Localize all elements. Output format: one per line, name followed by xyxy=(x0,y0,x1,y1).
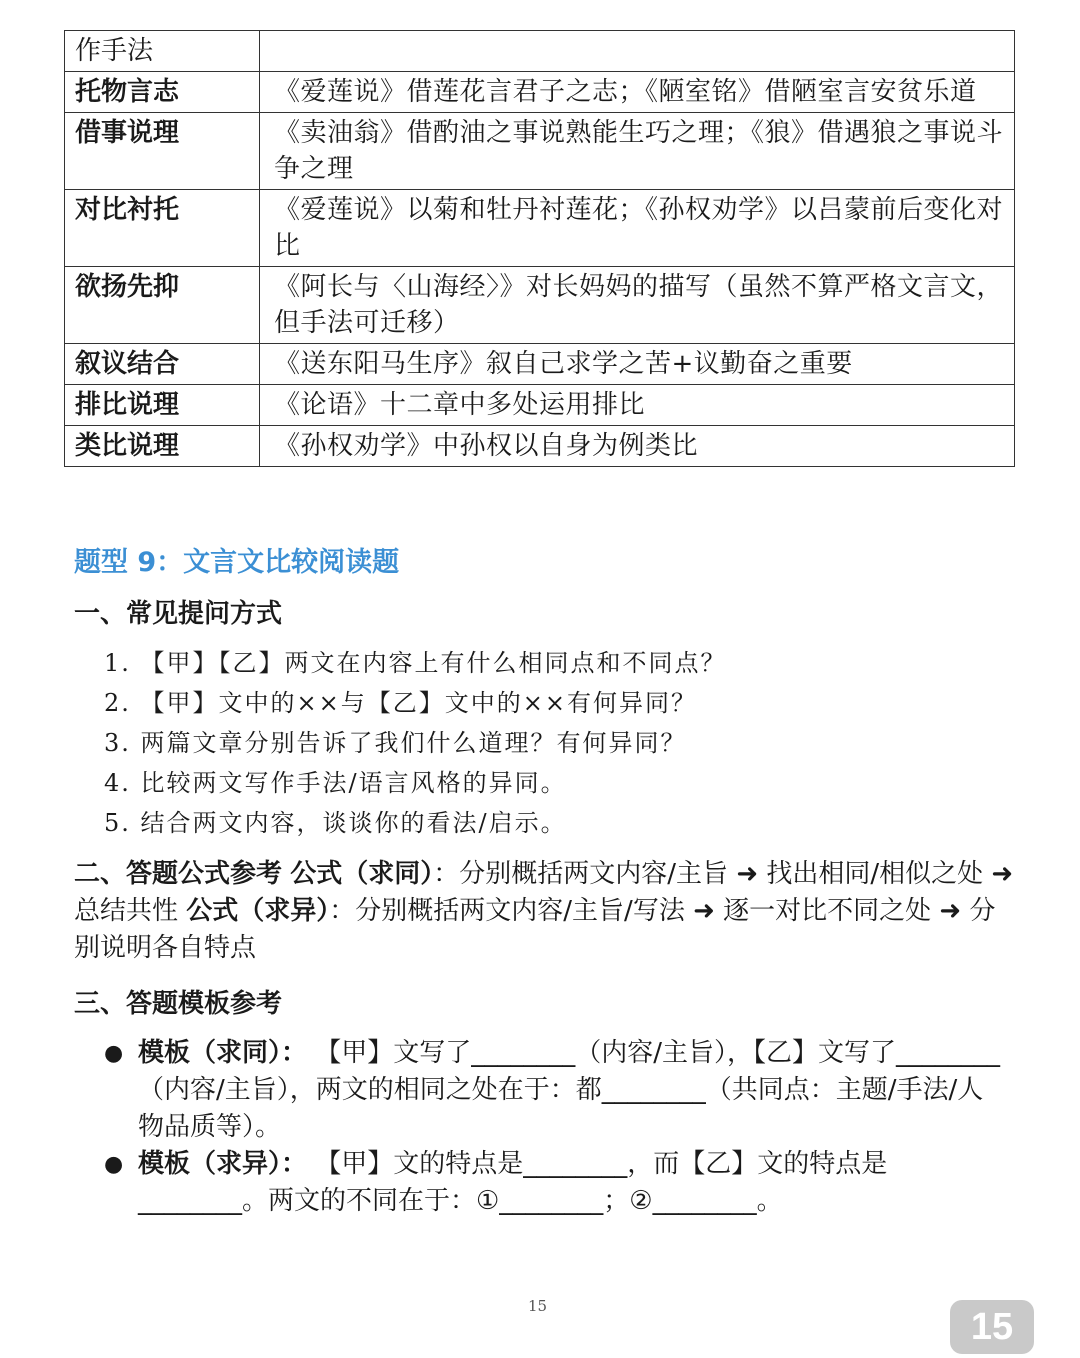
formula-paragraph xyxy=(74,856,1014,967)
list-item xyxy=(104,1035,1009,1146)
table-row xyxy=(65,113,1015,190)
template-text: 【甲】文的特点是________，而【乙】文的特点是________。两文的不同在于：①________；②________。 xyxy=(138,1149,888,1216)
part1-heading: 一、常见提问方式 xyxy=(74,599,283,629)
table-row xyxy=(65,426,1015,467)
template-list xyxy=(104,1035,1009,1220)
table-term: 类比说理 xyxy=(65,426,260,467)
part2-heading: 二、答题公式参考 xyxy=(74,859,283,889)
list-item: 3. 两篇文章分别告诉了我们什么道理？有何异同？ xyxy=(104,729,687,757)
list-item xyxy=(104,1146,1009,1220)
page-badge: 15 xyxy=(950,1300,1034,1354)
table-example: 《卖油翁》借酌油之事说熟能生巧之理；《狼》借遇狼之事说斗争之理 xyxy=(260,113,1015,190)
list-item: 4. 比较两文写作手法/语言风格的异同。 xyxy=(104,769,567,797)
part3-heading: 三、答题模板参考 xyxy=(74,989,283,1019)
table-term: 排比说理 xyxy=(65,385,260,426)
formula-same-text: ：分别概括两文内容/主旨 ➜ 找出相同/相似之处 ➜ 总结共性 xyxy=(74,859,1014,926)
table-term: 借事说理 xyxy=(65,113,260,190)
table-example: 《送东阳马生序》叙自己求学之苦+议勤奋之重要 xyxy=(260,344,1015,385)
table-example: 《爱莲说》以菊和牡丹衬莲花；《孙权劝学》以吕蒙前后变化对比 xyxy=(260,190,1015,267)
table-row xyxy=(65,72,1015,113)
formula-diff-text: ：分别概括两文内容/主旨/写法 ➜ 逐一对比不同之处 ➜ 分别说明各自特点 xyxy=(74,896,996,963)
template-text: 【甲】文写了________（内容/主旨），【乙】文写了________（内容/主旨），两文的相同之处在于：都________（共同点：主题/手法/人物品质等）。 xyxy=(138,1038,1001,1142)
formula-same-label: 公式（求同） xyxy=(290,859,434,889)
question-list xyxy=(104,645,727,845)
table-example xyxy=(260,31,1015,72)
table-row xyxy=(65,267,1015,344)
list-item: 1. 【甲】【乙】两文在内容上有什么相同点和不同点？ xyxy=(104,649,727,677)
table-term: 对比衬托 xyxy=(65,190,260,267)
table-row xyxy=(65,385,1015,426)
table-row xyxy=(65,190,1015,267)
list-item: 5. 结合两文内容，谈谈你的看法/启示。 xyxy=(104,809,567,837)
section-title: 题型 9：文言文比较阅读题 xyxy=(74,547,400,578)
table-row xyxy=(65,344,1015,385)
template-label: 模板（求异）： xyxy=(138,1149,308,1179)
table-term: 叙议结合 xyxy=(65,344,260,385)
table-example: 《论语》十二章中多处运用排比 xyxy=(260,385,1015,426)
page-number: 15 xyxy=(528,1297,548,1315)
table-term: 托物言志 xyxy=(65,72,260,113)
template-label: 模板（求同）： xyxy=(138,1038,308,1068)
list-item: 2. 【甲】文中的××与【乙】文中的××有何异同？ xyxy=(104,689,697,717)
table-example: 《爱莲说》借莲花言君子之志；《陋室铭》借陋室言安贫乐道 xyxy=(260,72,1015,113)
table-example: 《孙权劝学》中孙权以自身为例类比 xyxy=(260,426,1015,467)
table-term: 欲扬先抑 xyxy=(65,267,260,344)
formula-diff-label: 公式（求异） xyxy=(186,896,330,926)
table-row xyxy=(65,31,1015,72)
table-term: 作手法 xyxy=(65,31,260,72)
table-example: 《阿长与〈山海经〉》对长妈妈的描写（虽然不算严格文言文，但手法可迁移） xyxy=(260,267,1015,344)
bullet-icon: ● xyxy=(104,1041,124,1066)
bullet-icon: ● xyxy=(104,1152,124,1177)
techniques-table xyxy=(64,30,1015,467)
